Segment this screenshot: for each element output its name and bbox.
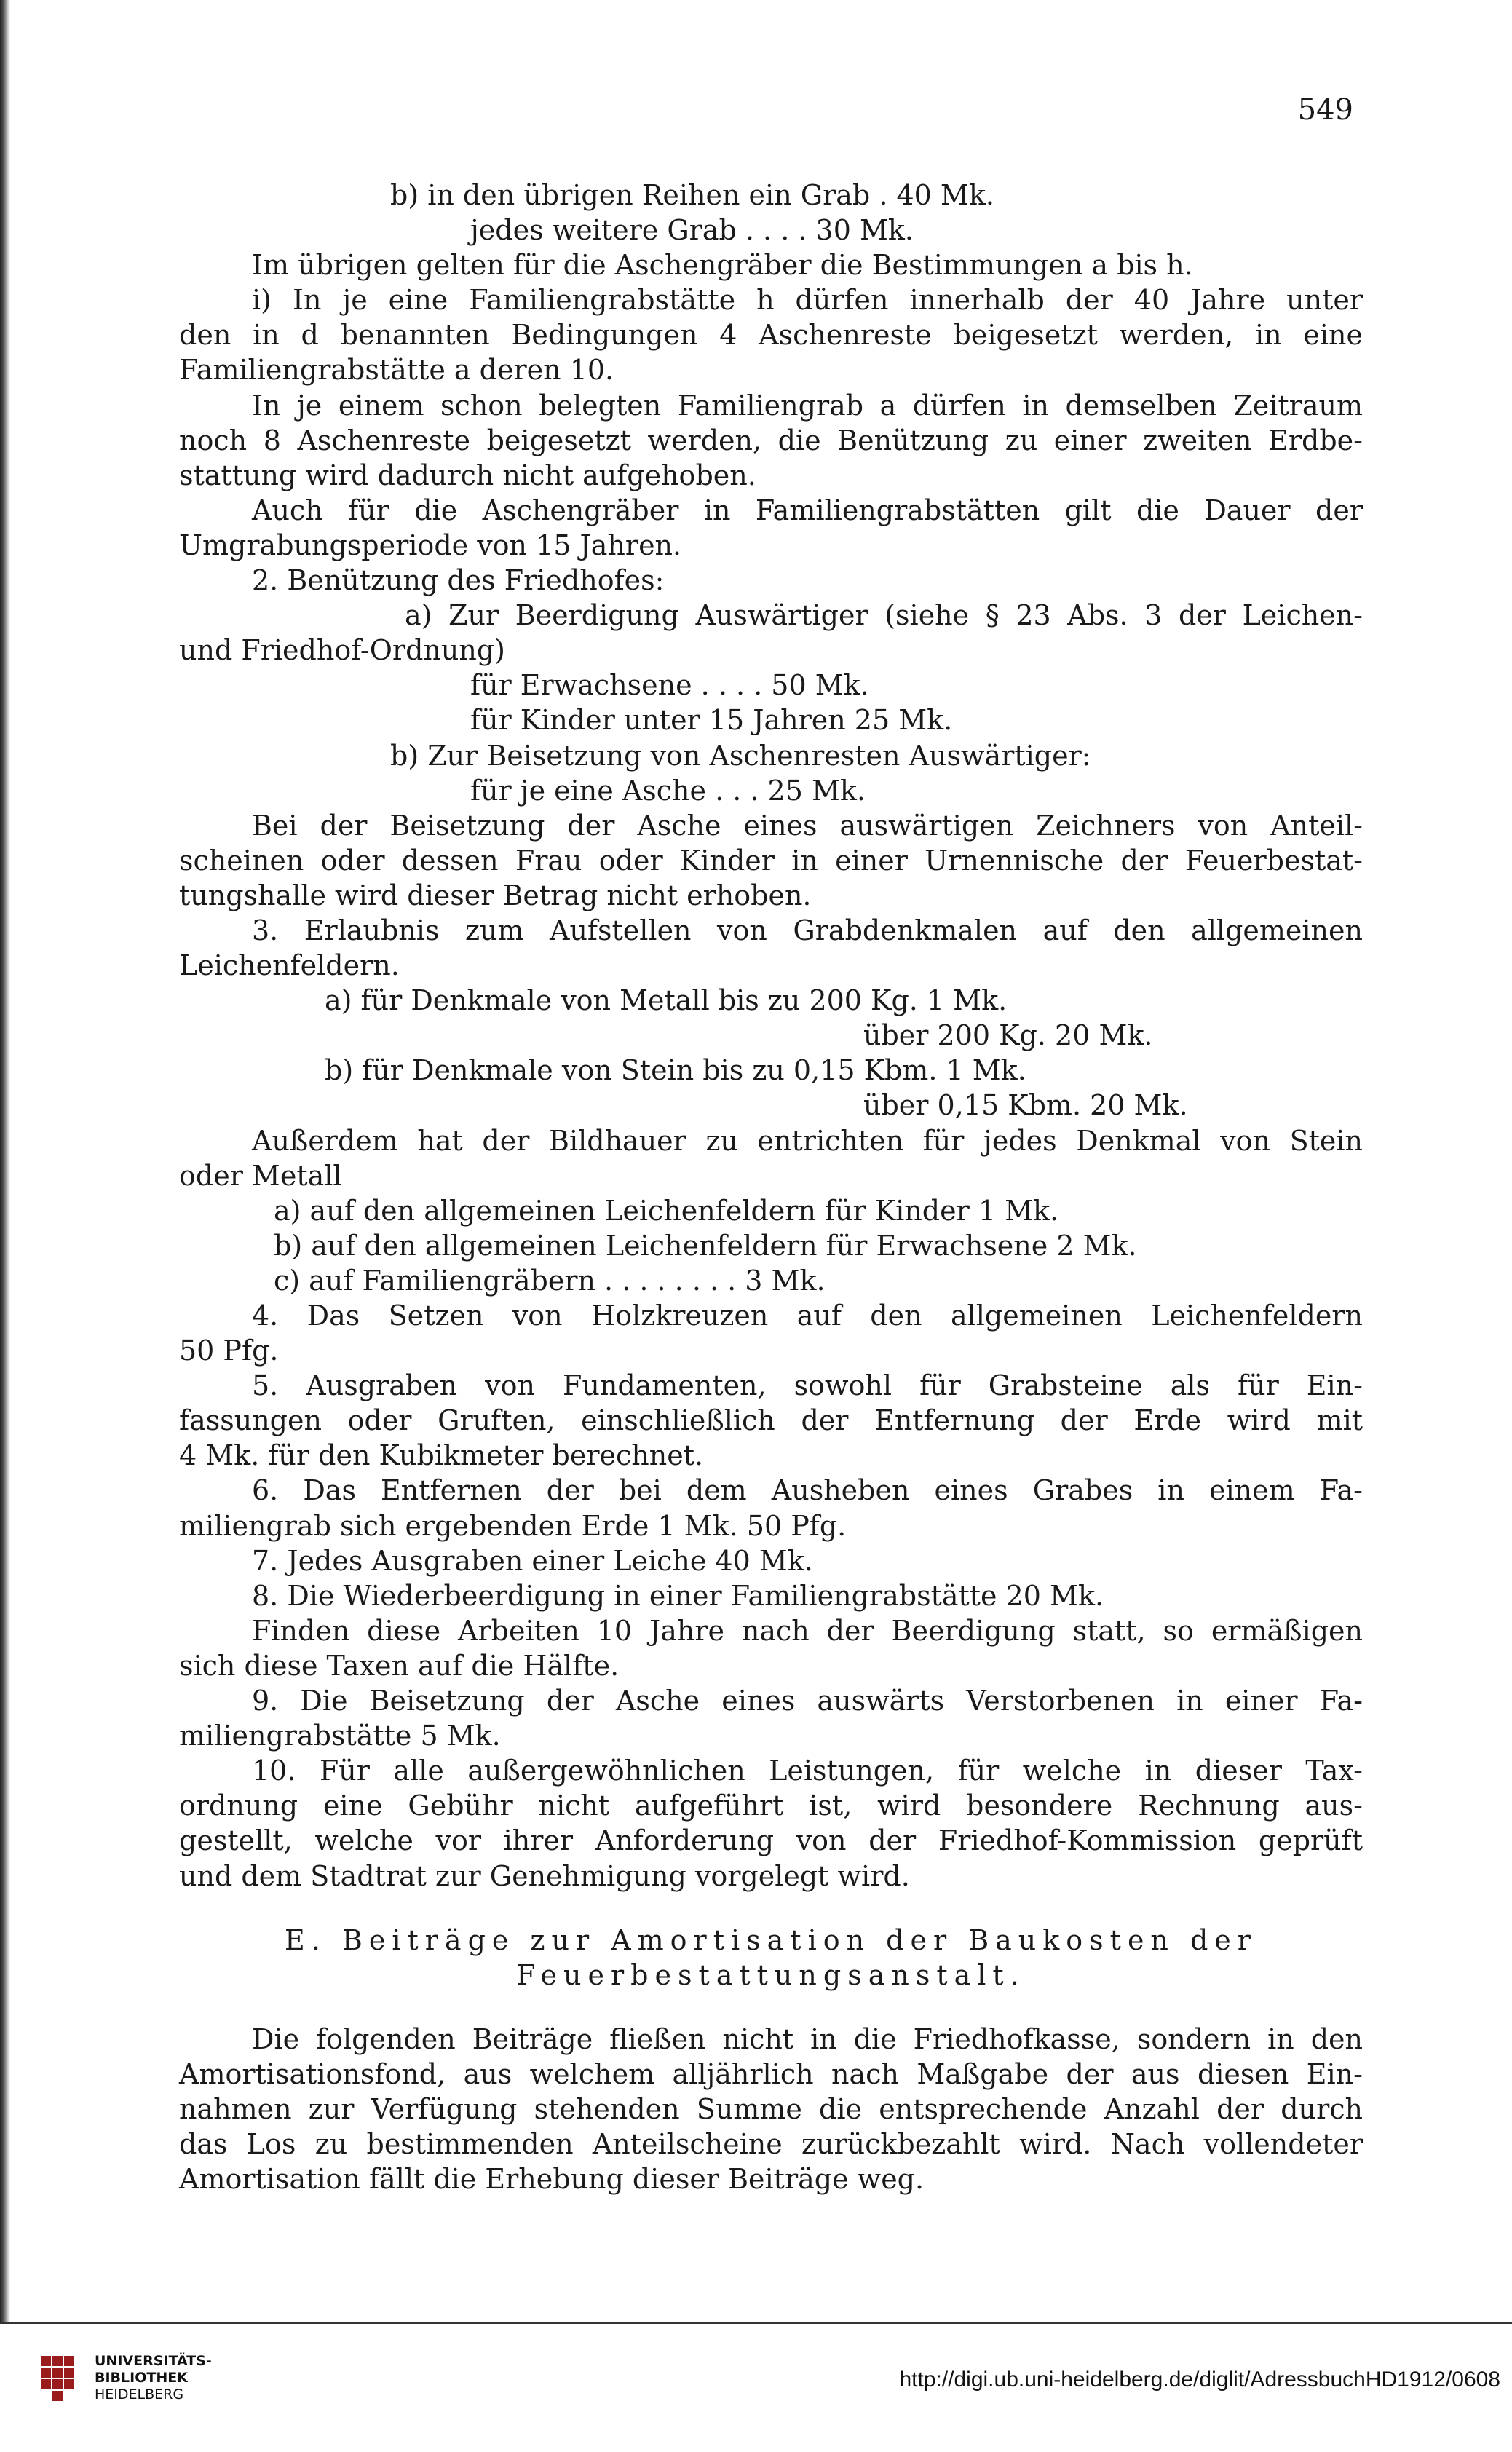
text-line: über 0,15 Kbm. 20 Mk.: [863, 1089, 1188, 1122]
library-logo-text: [95, 2353, 212, 2403]
text-line: 9. Die Beisetzung der Asche eines auswärts Verstorbenen in einer Fa-: [252, 1685, 1363, 1717]
text-line: jedes weitere Grab . . . . 30 Mk.: [470, 214, 914, 247]
text-line: Bei der Beisetzung der Asche eines auswärtigen Zeichners von Anteil-: [252, 809, 1363, 842]
text-line: Im übrigen gelten für die Aschengräber die Bestimmungen a bis h.: [252, 249, 1193, 282]
university-seal-icon: [38, 2352, 90, 2410]
text-line: für Kinder unter 15 Jahren 25 Mk.: [470, 704, 953, 737]
page-number: 549: [1297, 93, 1353, 127]
text-line: Familiengrabstätte a deren 10.: [179, 354, 614, 387]
text-line: Umgrabungsperiode von 15 Jahren.: [179, 529, 682, 561]
text-line: b) für Denkmale von Stein bis zu 0,15 Kbm. 1 Mk.: [325, 1054, 1026, 1087]
footer: [0, 2322, 1512, 2452]
text-line: Amortisation fällt die Erhebung dieser Beiträge weg.: [179, 2163, 925, 2196]
text-line: 2. Benützung des Friedhofes:: [252, 564, 665, 597]
text-line: miliengrabstätte 5 Mk.: [179, 1720, 501, 1752]
text-line: das Los zu bestimmenden Anteilscheine zurückbezahlt wird. Nach vollendeter: [179, 2128, 1363, 2161]
section-heading: Feuerbestattungsanstalt.: [516, 1958, 1026, 1991]
text-line: über 200 Kg. 20 Mk.: [863, 1019, 1153, 1052]
text-line: 10. Für alle außergewöhnlichen Leistungen, für welche in dieser Tax-: [252, 1755, 1363, 1787]
text-line: Auch für die Aschengräber in Familiengrabstätten gilt die Dauer der: [252, 494, 1363, 526]
text-line: für Erwachsene . . . . 50 Mk.: [470, 669, 869, 702]
text-line: a) für Denkmale von Metall bis zu 200 Kg. 1 Mk.: [325, 984, 1008, 1017]
text-line: stattung wird dadurch nicht aufgehoben.: [179, 459, 756, 491]
text-line: fassungen oder Gruften, einschließlich der Entfernung der Erde wird mit: [179, 1404, 1363, 1437]
text-line: für je eine Asche . . . 25 Mk.: [470, 774, 866, 807]
text-line: scheinen oder dessen Frau oder Kinder in einer Urnennische der Feuerbestat-: [179, 844, 1363, 877]
text-line: a) Zur Beerdigung Auswärtiger (siehe § 23 Abs. 3 der Leichen-: [405, 599, 1363, 632]
spacer: [179, 1993, 1363, 2022]
text-line: a) auf den allgemeinen Leichenfeldern für Kinder 1 Mk.: [274, 1194, 1059, 1227]
text-line: 8. Die Wiederbeerdigung in einer Familiengrabstätte 20 Mk.: [252, 1579, 1104, 1612]
text-line: 3. Erlaubnis zum Aufstellen von Grabdenkmalen auf den allgemeinen: [252, 914, 1363, 946]
text-line: Leichenfeldern.: [179, 949, 400, 982]
logo-line: UNIVERSITÄTS-: [95, 2353, 212, 2369]
text-line: i) In je eine Familiengrabstätte h dürfen innerhalb der 40 Jahre unter: [252, 284, 1363, 317]
source-url-link[interactable]: http://digi.ub.uni-heidelberg.de/diglit/AdressbuchHD1912/0608: [899, 2368, 1500, 2392]
text-line: 4. Das Setzen von Holzkreuzen auf den allgemeinen Leichenfeldern: [252, 1300, 1363, 1332]
scan-edge: [0, 0, 10, 2451]
document-body: [179, 178, 1363, 2196]
text-line: oder Metall: [179, 1159, 342, 1192]
text-line: Amortisationsfond, aus welchem alljährlich nach Maßgabe der aus diesen Ein-: [179, 2057, 1363, 2090]
text-line: miliengrab sich ergebenden Erde 1 Mk. 50 Pfg.: [179, 1509, 847, 1542]
text-line: ordnung eine Gebühr nicht aufgeführt ist, wird besondere Rechnung aus-: [179, 1789, 1363, 1822]
text-line: und dem Stadtrat zur Genehmigung vorgelegt wird.: [179, 1859, 910, 1892]
section-heading: E. Beiträge zur Amortisation der Baukosten der: [285, 1923, 1257, 1956]
logo-line: BIBLIOTHEK: [95, 2370, 188, 2386]
text-line: nahmen zur Verfügung stehenden Summe die entsprechende Anzahl der durch: [179, 2092, 1363, 2125]
text-line: Außerdem hat der Bildhauer zu entrichten für jedes Denkmal von Stein: [252, 1124, 1363, 1157]
text-line: sich diese Taxen auf die Hälfte.: [179, 1649, 620, 1682]
text-line: b) Zur Beisetzung von Aschenresten Auswärtiger:: [390, 739, 1091, 772]
text-line: 50 Pfg.: [179, 1334, 279, 1367]
text-line: Die folgenden Beiträge fließen nicht in die Friedhofkasse, sondern in den: [252, 2022, 1363, 2055]
text-line: In je einem schon belegten Familiengrab a dürfen in demselben Zeitraum: [252, 389, 1363, 422]
text-line: gestellt, welche vor ihrer Anforderung von der Friedhof-Kommission geprüft: [179, 1824, 1363, 1857]
spacer: [179, 1894, 1363, 1923]
text-line: 7. Jedes Ausgraben einer Leiche 40 Mk.: [252, 1544, 813, 1577]
text-line: b) in den übrigen Reihen ein Grab . 40 Mk.: [390, 179, 994, 211]
text-line: 5. Ausgraben von Fundamenten, sowohl für Grabsteine als für Ein-: [252, 1369, 1363, 1402]
text-line: 6. Das Entfernen der bei dem Ausheben eines Grabes in einem Fa-: [252, 1474, 1363, 1507]
text-line: und Friedhof-Ordnung): [179, 634, 505, 667]
text-line: c) auf Familiengräbern . . . . . . . . 3 Mk.: [274, 1264, 826, 1297]
text-line: den in d benannten Bedingungen 4 Aschenreste beigesetzt werden, in eine: [179, 319, 1363, 352]
text-line: Finden diese Arbeiten 10 Jahre nach der Beerdigung statt, so ermäßigen: [252, 1614, 1363, 1647]
text-line: noch 8 Aschenreste beigesetzt werden, die Benützung zu einer zweiten Erdbe-: [179, 424, 1363, 456]
text-line: 4 Mk. für den Kubikmeter berechnet.: [179, 1439, 704, 1472]
logo-line: HEIDELBERG: [95, 2386, 184, 2402]
text-line: tungshalle wird dieser Betrag nicht erhoben.: [179, 879, 812, 911]
text-line: b) auf den allgemeinen Leichenfeldern für Erwachsene 2 Mk.: [274, 1229, 1137, 1262]
